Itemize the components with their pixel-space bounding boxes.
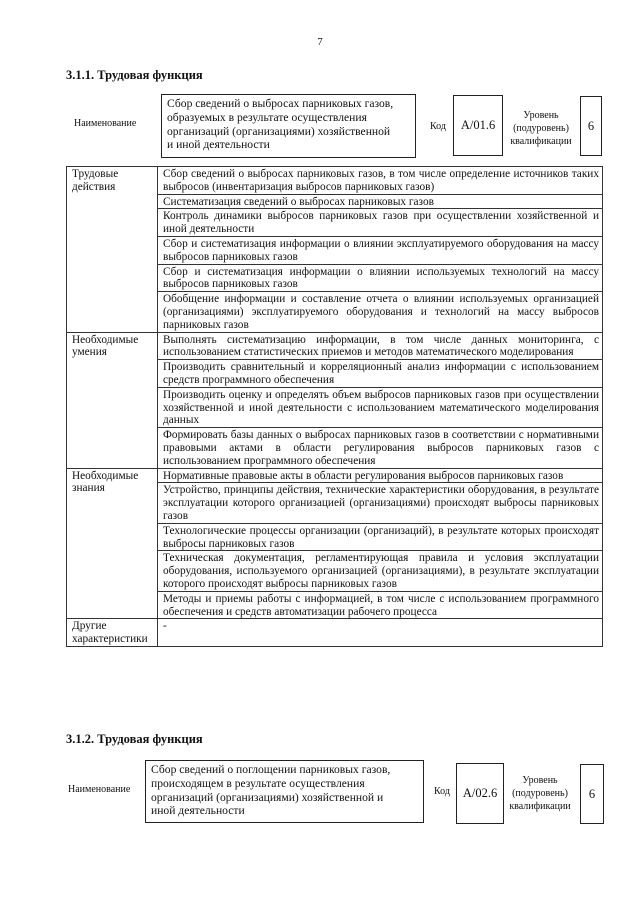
code-label: Код [430,121,446,132]
section-title: 3.1.2. Трудовая функция [66,732,203,746]
table-cell: Сбор и систематизация информации о влиянии используемых технологий на массу выбросов парниковых газов [158,264,603,292]
other-label: Другие характеристики [67,619,158,647]
knowledge-label: Необходимые знания [67,468,158,619]
function-header [0,758,640,828]
function-code-box: A/02.6 [456,763,504,824]
table-cell: - [158,619,603,647]
name-label: Наименование [68,784,131,795]
level-value-box: 6 [580,764,604,824]
table-cell: Нормативные правовые акты в области регулирования выбросов парниковых газов [158,468,603,483]
function-code-box: A/01.6 [453,95,503,156]
table-cell: Технологические процессы организации (организаций), в результате которых происходят выбросы парниковых газов [158,523,603,551]
skills-label: Необходимые умения [67,332,158,468]
table-cell: Выполнять систематизацию информации, в том числе данных мониторинга, с использованием статистических приемов и методов математического моделирования [158,332,603,360]
table-cell: Устройство, принципы действия, технические характеристики оборудования, в результате эксплуатации которого организацией (организациями) происходят выбросы парниковых газов [158,483,603,523]
table-cell: Сбор сведений о выбросах парниковых газов, в том числе определение источников таких выбросов (инвентаризация выбросов парниковых газов) [158,167,603,195]
table-row [67,167,603,195]
table-row [67,619,603,647]
labor-function-table [66,166,603,647]
function-header [0,92,640,162]
function-name-box: Сбор сведений о выбросах парниковых газов, образуемых в результате осуществления организаций (организациями) хозяйственной и иной деятельности [161,94,416,158]
table-cell: Производить сравнительный и корреляционный анализ информации с использованием средств программного обеспечения [158,360,603,388]
table-cell: Производить оценку и определять объем выбросов парниковых газов при осуществлении хозяйственной и иной деятельности с использованием математического моделирования данных [158,387,603,427]
code-label: Код [434,786,450,797]
table-cell: Техническая документация, регламентирующая правила и условия эксплуатации оборудования, используемого организацией (организациями), в результате эксплуатации которого происходят выбросы парниковых газов [158,551,603,591]
function-name-box: Сбор сведений о поглощении парниковых газов, происходящем в результате осуществления организаций (организациями) хозяйственной и иной деятельности [145,760,424,823]
table-cell: Обобщение информации и составление отчета о влиянии используемых организацией (организациями) эксплуатируемого оборудования и технологий на массу выбросов парниковых газов [158,292,603,332]
labor-actions-label: Трудовые действия [67,167,158,333]
name-label: Наименование [74,118,137,129]
table-cell: Контроль динамики выбросов парниковых газов при осуществлении хозяйственной и иной деятельности [158,209,603,237]
table-row [67,468,603,483]
table-row [67,332,603,360]
level-label: Уровень (подуровень) квалификации [509,775,571,812]
table-cell: Методы и приемы работы с информацией, в том числе с использованием программного обеспечения и средств автоматизации рабочего процесса [158,591,603,619]
table-cell: Систематизация сведений о выбросах парниковых газов [158,194,603,209]
section-title: 3.1.1. Трудовая функция [66,68,203,82]
table-cell: Сбор и систематизация информации о влиянии эксплуатируемого оборудования на массу выбросов парниковых газов [158,236,603,264]
page-number: 7 [317,36,323,48]
table-cell: Формировать базы данных о выбросах парниковых газов в соответствии с нормативными правовыми актами в области регулирования выбросов парниковых газов с использованием программного обеспечения [158,428,603,468]
level-label: Уровень (подуровень) квалификации [510,110,572,147]
level-value-box: 6 [580,96,602,156]
